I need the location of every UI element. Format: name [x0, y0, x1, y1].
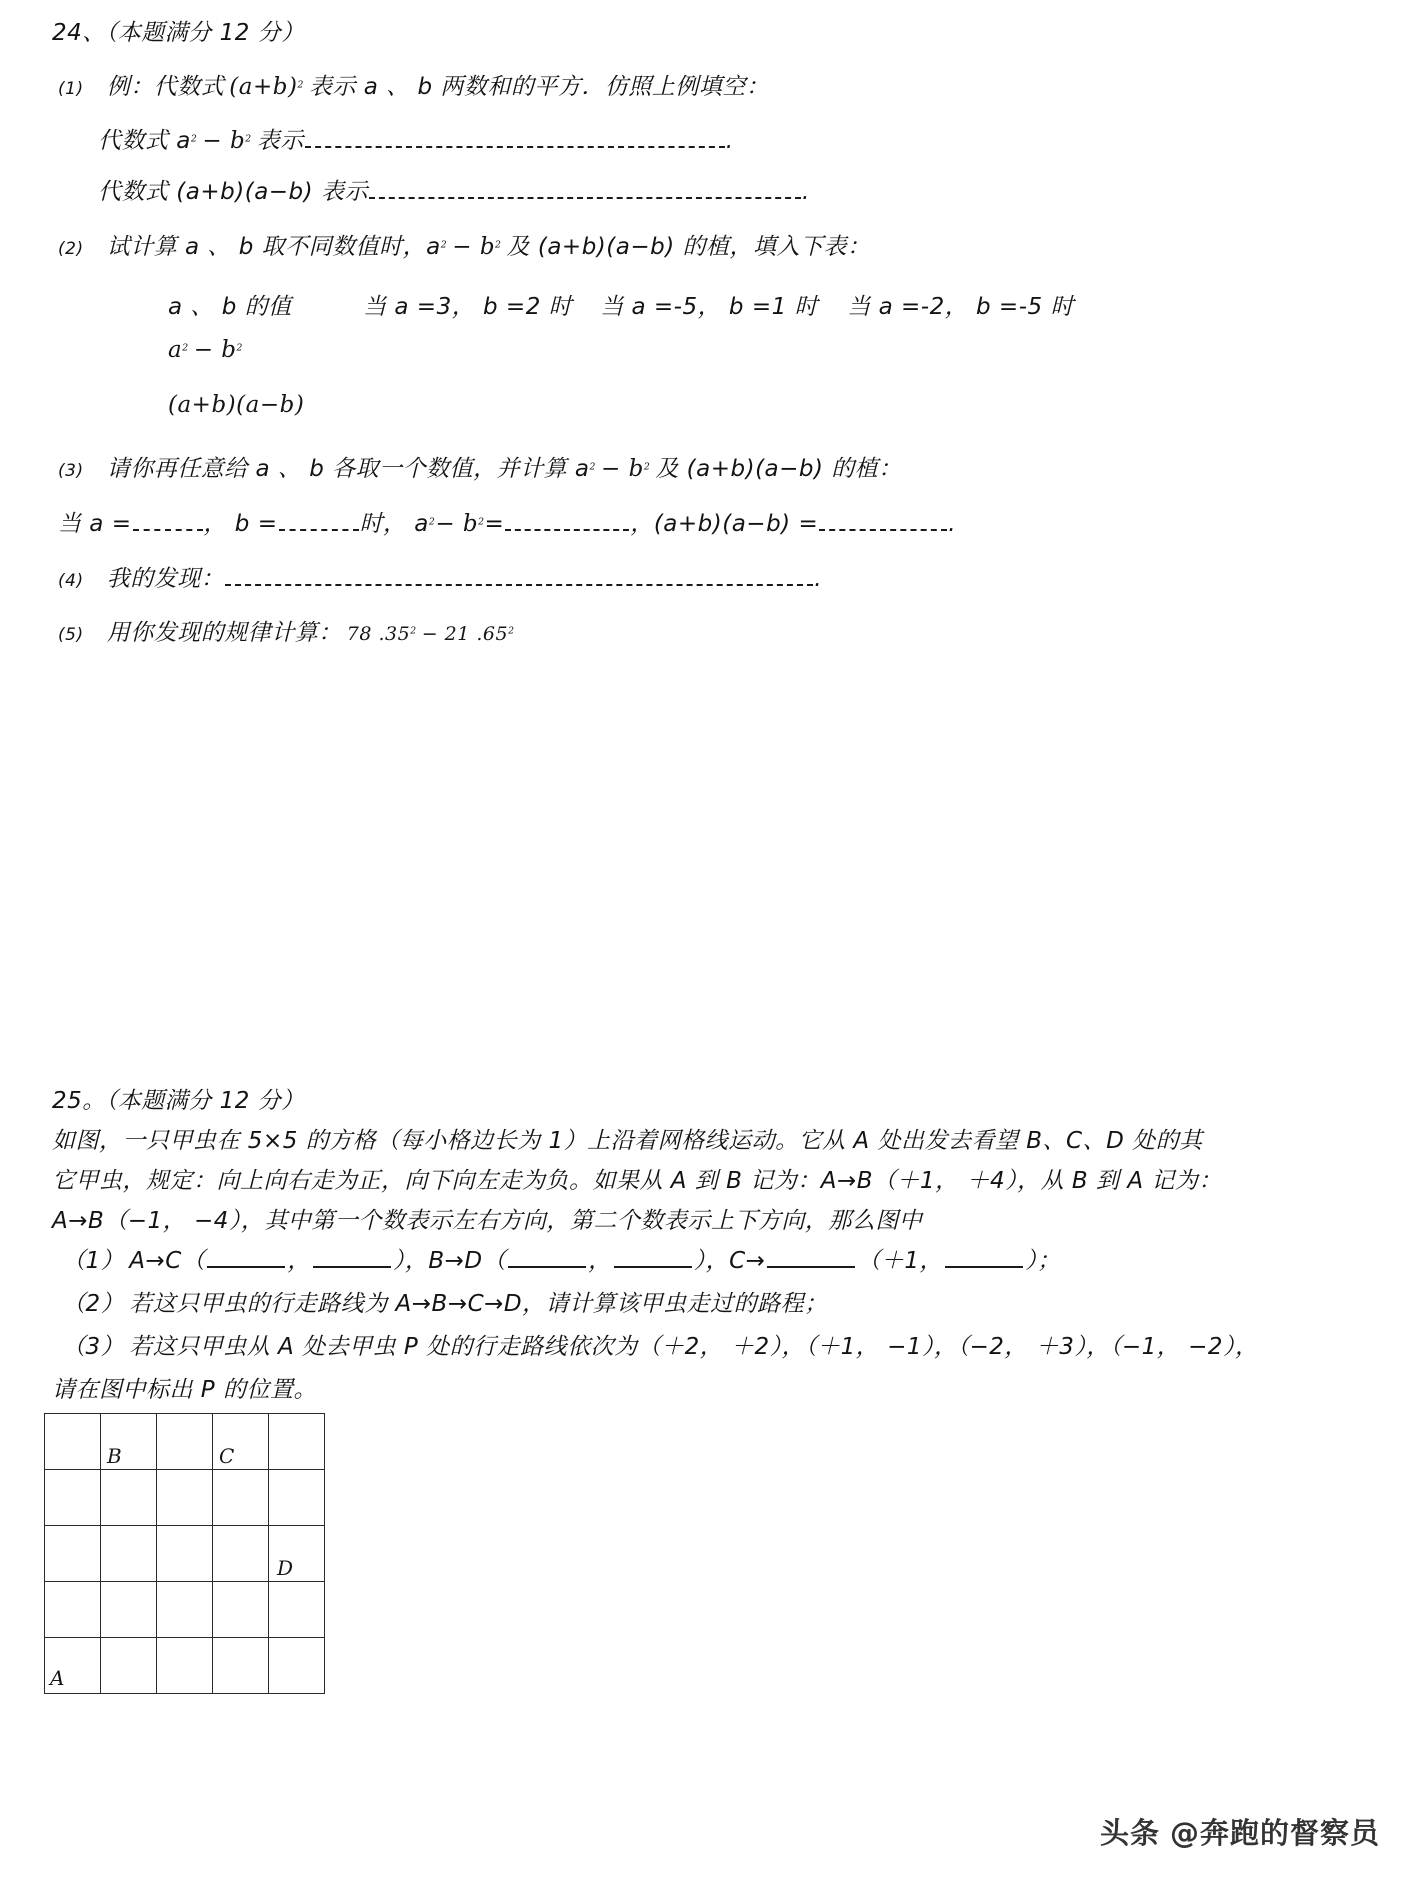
item-marker-4: (4) — [58, 571, 84, 591]
grid-cell[interactable] — [213, 1470, 269, 1526]
answer-blank-1[interactable] — [305, 136, 725, 148]
item-1-text-b: 表示 a 、 b 两数和的平方．仿照上例填空： — [308, 74, 770, 100]
blank-2-end: . — [801, 179, 810, 205]
answer-blank-discovery[interactable] — [225, 574, 813, 586]
q3-mid-4: = — [484, 511, 505, 537]
problem-24-item-1 — [58, 68, 769, 101]
problem-25-paragraph-line-1: 如图，一只甲虫在 5×5 的方格（每小格边长为 1）上沿着网格线运动。它从 A 处出发去看望 B、C、D 处的其 — [52, 1128, 1203, 1154]
blank-1-label-a: 代数式 a — [98, 128, 191, 154]
grid-cell[interactable] — [45, 1582, 101, 1638]
p25-1-part-c: ），B→D（ — [392, 1248, 507, 1274]
problem-25-paragraph-line-3: A→B（−1， −4），其中第一个数表示左右方向，第二个数表示上下方向，那么图中 — [52, 1208, 923, 1234]
blank-2-label: 代数式 (a+b)(a−b) 表示 — [98, 179, 368, 205]
values-table-row-1-sup-2: 2 — [236, 342, 243, 354]
item-2-text-c: 及 (a+b)(a−b) 的植，填入下表： — [506, 234, 871, 260]
item-3-sup-2: 2 — [643, 461, 651, 473]
item-marker-3: (3) — [58, 461, 84, 481]
item-5-expr-a: 78 .35 — [346, 623, 411, 645]
answer-blank-a-value[interactable] — [133, 519, 203, 531]
grid-row — [45, 1470, 325, 1526]
answer-blank-c-target[interactable] — [767, 1256, 855, 1268]
grid-row — [45, 1414, 325, 1470]
item-3-text-c: 及 (a+b)(a−b) 的植： — [655, 456, 902, 482]
grid-cell[interactable] — [45, 1414, 101, 1470]
item-marker-1: (1) — [58, 79, 84, 99]
bug-movement-grid — [44, 1413, 325, 1694]
values-table-row-1-sup-1: 2 — [182, 342, 189, 354]
grid-cell[interactable] — [269, 1638, 325, 1694]
p25-2-text: 若这只甲虫的行走路线为 A→B→C→D，请计算该甲虫走过的路程； — [129, 1291, 828, 1317]
grid-cell[interactable] — [269, 1470, 325, 1526]
problem-24-blank-line-1 — [98, 122, 734, 155]
values-table-row-1-label: a — [168, 337, 183, 363]
q3-prefix: 当 a = — [58, 511, 132, 537]
grid-cell[interactable] — [213, 1526, 269, 1582]
item-2-sup-1: 2 — [440, 239, 448, 251]
q3-mid-2: 时， a — [359, 511, 429, 537]
grid-cell-c[interactable] — [213, 1414, 269, 1470]
p25-marker-2: （2） — [62, 1291, 125, 1317]
q3-mid-5: ，(a+b)(a−b) = — [630, 511, 819, 537]
grid-row — [45, 1582, 325, 1638]
grid-cell-d[interactable] — [269, 1526, 325, 1582]
p25-marker-1: （1） — [62, 1248, 125, 1274]
grid-label-a: A — [50, 1666, 65, 1690]
item-5-sup-2: 2 — [508, 625, 515, 637]
item-marker-2: (2) — [58, 239, 84, 259]
grid-cell[interactable] — [101, 1470, 157, 1526]
problem-25-last-line: 请在图中标出 P 的位置。 — [52, 1377, 317, 1403]
grid-label-c: C — [219, 1444, 235, 1468]
values-table-col-2: 当 a =-5， b =1 时 — [600, 294, 819, 320]
problem-25-paragraph-line-2: 它甲虫，规定：向上向右走为正，向下向左走为负。如果从 A 到 B 记为：A→B（＋1， ＋4），从 B 到 A 记为： — [52, 1168, 1222, 1194]
item-1-expr: (a+b) — [229, 74, 298, 100]
grid-cell[interactable] — [157, 1414, 213, 1470]
grid-table — [44, 1413, 325, 1694]
grid-cell[interactable] — [157, 1638, 213, 1694]
problem-24-item-5 — [58, 614, 515, 647]
grid-cell[interactable] — [101, 1638, 157, 1694]
problem-24-item-3 — [58, 450, 902, 483]
blank-1-end: . — [725, 128, 734, 154]
p25-3-text: 若这只甲虫从 A 处去甲虫 P 处的行走路线依次为（＋2， ＋2），（＋1， −1），（−2， ＋3），（−1， −2）， — [129, 1334, 1259, 1360]
p25-1-part-a: A→C（ — [129, 1248, 206, 1274]
p25-1-part-e: ），C→ — [693, 1248, 766, 1274]
problem-25-sub-item-2 — [62, 1285, 828, 1318]
answer-blank-ac-y[interactable] — [313, 1256, 391, 1268]
values-table-row-1 — [168, 337, 243, 363]
grid-row — [45, 1638, 325, 1694]
watermark-handle: @奔跑的督察员 — [1169, 1816, 1380, 1850]
grid-cell-a[interactable] — [45, 1638, 101, 1694]
problem-24-blank-line-2 — [98, 173, 810, 206]
answer-blank-c-y[interactable] — [945, 1256, 1023, 1268]
grid-cell[interactable] — [45, 1526, 101, 1582]
grid-cell[interactable] — [213, 1638, 269, 1694]
answer-blank-2[interactable] — [369, 187, 801, 199]
answer-blank-product[interactable] — [819, 519, 947, 531]
answer-blank-b-value[interactable] — [279, 519, 359, 531]
blank-1-sup-2: 2 — [245, 133, 252, 145]
values-table-header-label: a 、 b 的值 — [168, 294, 292, 320]
item-5-text: 用你发现的规律计算： — [106, 620, 342, 646]
grid-cell[interactable] — [213, 1582, 269, 1638]
p25-marker-3: （3） — [62, 1334, 125, 1360]
item-4-end: . — [814, 566, 822, 592]
values-table-row-2 — [168, 392, 304, 418]
p25-1-part-f: （＋1， — [857, 1248, 944, 1274]
values-table-header-row — [168, 288, 1074, 321]
p25-1-part-d: ， — [588, 1248, 612, 1274]
grid-row — [45, 1526, 325, 1582]
values-table-col-1: 当 a =3， b =2 时 — [363, 294, 573, 320]
q3-end: . — [948, 511, 957, 537]
p25-1-part-g: ）； — [1025, 1248, 1061, 1274]
item-5-sup-1: 2 — [410, 625, 417, 637]
watermark — [1100, 1811, 1380, 1852]
answer-blank-ac-x[interactable] — [207, 1256, 285, 1268]
item-5-expr-b: − 21 .65 — [421, 623, 509, 645]
q3-sup-2: 2 — [478, 516, 485, 528]
problem-25-sub-item-3 — [62, 1328, 1258, 1361]
blank-1-sup-1: 2 — [190, 133, 198, 145]
watermark-platform: 头条 — [1099, 1816, 1160, 1850]
grid-cell[interactable] — [157, 1582, 213, 1638]
problem-24-item-4 — [58, 560, 822, 593]
item-3-sup-1: 2 — [589, 461, 596, 473]
p25-1-part-b: ， — [287, 1248, 311, 1274]
item-2-text-a: 试计算 a 、 b 取不同数值时，a — [106, 234, 441, 260]
item-3-text-b: − b — [601, 456, 644, 482]
item-1-exponent: 2 — [297, 79, 304, 91]
q3-mid-3: − b — [435, 511, 479, 537]
grid-cell[interactable] — [157, 1526, 213, 1582]
grid-cell[interactable] — [157, 1470, 213, 1526]
item-2-sup-2: 2 — [495, 239, 502, 251]
values-table-row-2-label: (a+b)(a−b) — [168, 392, 305, 418]
grid-cell-b[interactable] — [101, 1414, 157, 1470]
grid-cell[interactable] — [269, 1582, 325, 1638]
grid-cell[interactable] — [101, 1526, 157, 1582]
item-marker-5: (5) — [58, 625, 84, 645]
q3-mid-1: ， b = — [203, 511, 278, 537]
problem-24-item-2 — [58, 228, 871, 261]
problem-24-number: 24、（本题满分 12 分） — [52, 20, 305, 46]
grid-cell[interactable] — [269, 1414, 325, 1470]
grid-label-b: B — [107, 1444, 122, 1468]
item-4-text: 我的发现： — [106, 566, 225, 592]
grid-cell[interactable] — [101, 1582, 157, 1638]
values-table-col-3: 当 a =-2， b =-5 时 — [847, 294, 1074, 320]
blank-1-label-b: 表示 — [256, 128, 304, 154]
q3-sup-1: 2 — [428, 516, 436, 528]
values-table-row-1-mid: − b — [193, 337, 237, 363]
blank-1-label-mid: − b — [202, 128, 246, 154]
problem-25-sub-item-1 — [62, 1242, 1061, 1275]
problem-25-number: 25。（本题满分 12 分） — [52, 1088, 305, 1114]
answer-blank-bd-x[interactable] — [508, 1256, 586, 1268]
answer-blank-diff-squares[interactable] — [505, 519, 629, 531]
answer-blank-bd-y[interactable] — [614, 1256, 692, 1268]
grid-label-d: D — [277, 1556, 294, 1580]
item-2-text-b: − b — [452, 234, 496, 260]
item-1-text-a: 例：代数式 — [106, 74, 225, 100]
grid-cell[interactable] — [45, 1470, 101, 1526]
problem-24-item-3-answer-line — [58, 505, 956, 538]
item-3-text-a: 请你再任意给 a 、 b 各取一个数值，并计算 a — [106, 456, 590, 482]
